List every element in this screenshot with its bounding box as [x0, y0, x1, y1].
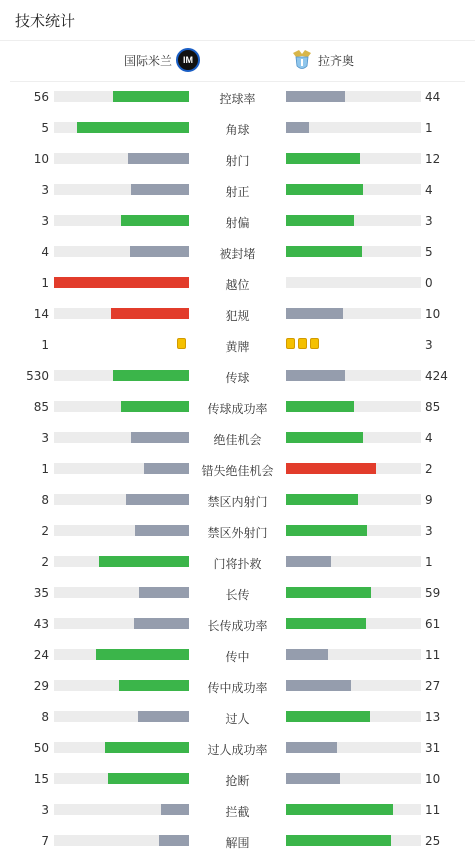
- lazio-logo-icon: [290, 48, 314, 72]
- home-bar-fill: [131, 184, 189, 195]
- away-bar-track: [286, 153, 421, 164]
- yellow-card-icon: [298, 338, 307, 349]
- away-stat-value: 4: [425, 183, 433, 197]
- stat-label: 传中成功率: [207, 681, 268, 695]
- home-bar-fill: [113, 370, 189, 381]
- away-bar-track: [286, 525, 421, 536]
- home-bar-fill: [128, 153, 189, 164]
- stat-row: [0, 704, 475, 735]
- home-stat-value: 10: [33, 152, 49, 166]
- home-bar-track: [54, 525, 189, 536]
- home-stat-value: 4: [41, 245, 49, 259]
- away-bar-fill: [286, 587, 371, 598]
- away-bar-fill: [286, 494, 358, 505]
- away-bar-fill: [286, 773, 340, 784]
- stat-row: [0, 518, 475, 549]
- home-bar-track: [54, 401, 189, 412]
- home-stat-value: 56: [33, 90, 49, 104]
- away-bar-track: [286, 432, 421, 443]
- home-stat-value: 8: [41, 710, 49, 724]
- away-bar-fill: [286, 649, 328, 660]
- stat-label: 抢断: [225, 774, 250, 788]
- away-bar-fill: [286, 246, 362, 257]
- stat-label: 拦截: [225, 805, 250, 819]
- away-bar-fill: [286, 804, 393, 815]
- home-bar-track: [54, 804, 189, 815]
- away-stat-value: 3: [425, 214, 433, 228]
- away-bar-track: [286, 122, 421, 133]
- stat-row: [0, 177, 475, 208]
- away-stat-value: 4: [425, 431, 433, 445]
- away-bar-track: [286, 277, 421, 288]
- away-stat-value: 31: [425, 741, 441, 755]
- away-bar-track: [286, 742, 421, 753]
- home-bar-fill: [135, 525, 189, 536]
- stat-row: [0, 115, 475, 146]
- away-bar-fill: [286, 122, 309, 133]
- home-bar-fill: [105, 742, 189, 753]
- away-bar-fill: [286, 401, 354, 412]
- home-bar-track: [54, 91, 189, 102]
- stat-label: 传球成功率: [207, 402, 268, 416]
- home-bar-fill: [139, 587, 189, 598]
- home-bar-fill: [126, 494, 189, 505]
- home-stat-value: 3: [41, 431, 49, 445]
- away-stat-value: 61: [425, 617, 441, 631]
- home-bar-fill: [144, 463, 189, 474]
- home-stat-value: 43: [33, 617, 49, 631]
- stat-row: [0, 208, 475, 239]
- home-stat-value: 7: [41, 834, 49, 848]
- home-bar-track: [54, 556, 189, 567]
- stat-row: [0, 549, 475, 580]
- away-stat-value: 1: [425, 555, 433, 569]
- away-stat-value: 1: [425, 121, 433, 135]
- home-yellow-cards: [177, 338, 186, 349]
- away-bar-fill: [286, 215, 354, 226]
- stat-row: [0, 611, 475, 642]
- stat-row: [0, 456, 475, 487]
- stat-label: 犯规: [225, 309, 250, 323]
- away-bar-fill: [286, 370, 345, 381]
- away-bar-track: [286, 556, 421, 567]
- stat-label: 传中: [225, 650, 250, 664]
- home-stat-value: 35: [33, 586, 49, 600]
- away-stat-value: 2: [425, 462, 433, 476]
- stat-label: 长传: [225, 588, 250, 602]
- stat-row: [0, 797, 475, 828]
- home-bar-fill: [134, 618, 189, 629]
- stat-row: [0, 146, 475, 177]
- home-bar-track: [54, 122, 189, 133]
- away-bar-fill: [286, 432, 363, 443]
- home-bar-fill: [130, 246, 189, 257]
- away-stat-value: 85: [425, 400, 441, 414]
- yellow-card-icon: [310, 338, 319, 349]
- home-bar-fill: [131, 432, 189, 443]
- stat-label: 门将扑救: [213, 557, 262, 571]
- home-bar-track: [54, 246, 189, 257]
- stat-label: 错失绝佳机会: [201, 464, 274, 478]
- away-bar-fill: [286, 153, 360, 164]
- away-team[interactable]: [290, 48, 354, 72]
- stat-row: [0, 642, 475, 673]
- home-bar-track: [54, 215, 189, 226]
- home-bar-fill: [159, 835, 189, 846]
- stat-row: [0, 301, 475, 332]
- stat-row: [0, 580, 475, 611]
- stat-label: 过人成功率: [207, 743, 268, 757]
- home-bar-track: [54, 711, 189, 722]
- home-bar-track: [54, 463, 189, 474]
- home-team[interactable]: [124, 48, 200, 72]
- away-stat-value: 5: [425, 245, 433, 259]
- stat-label: 长传成功率: [207, 619, 268, 633]
- away-bar-fill: [286, 835, 391, 846]
- stat-label: 角球: [225, 123, 250, 137]
- away-bar-fill: [286, 91, 345, 102]
- stat-row: [0, 828, 475, 859]
- away-bar-track: [286, 587, 421, 598]
- stat-row: [0, 425, 475, 456]
- home-stat-value: 2: [41, 555, 49, 569]
- away-stat-value: 44: [425, 90, 441, 104]
- away-bar-track: [286, 804, 421, 815]
- home-bar-track: [54, 773, 189, 784]
- home-bar-fill: [113, 91, 189, 102]
- stat-row: [0, 673, 475, 704]
- home-stat-value: 1: [41, 276, 49, 290]
- home-bar-fill: [54, 277, 189, 288]
- home-bar-track: [54, 649, 189, 660]
- home-stat-value: 530: [26, 369, 49, 383]
- away-stat-value: 27: [425, 679, 441, 693]
- home-bar-fill: [121, 215, 189, 226]
- stat-label: 射门: [225, 154, 250, 168]
- away-bar-fill: [286, 680, 351, 691]
- stat-label: 射正: [225, 185, 250, 199]
- teams-header: [10, 41, 465, 82]
- home-bar-track: [54, 277, 189, 288]
- away-bar-fill: [286, 618, 366, 629]
- away-bar-track: [286, 618, 421, 629]
- home-bar-fill: [138, 711, 189, 722]
- home-stat-value: 50: [33, 741, 49, 755]
- home-bar-fill: [119, 680, 189, 691]
- home-bar-track: [54, 153, 189, 164]
- home-bar-track: [54, 618, 189, 629]
- home-bar-fill: [99, 556, 189, 567]
- away-bar-track: [286, 649, 421, 660]
- home-stat-value: 3: [41, 803, 49, 817]
- home-bar-fill: [121, 401, 189, 412]
- away-stat-value: 0: [425, 276, 433, 290]
- away-bar-track: [286, 370, 421, 381]
- home-stat-value: 14: [33, 307, 49, 321]
- away-stat-value: 424: [425, 369, 448, 383]
- home-bar-track: [54, 432, 189, 443]
- stat-label: 绝佳机会: [213, 433, 262, 447]
- home-stat-value: 29: [33, 679, 49, 693]
- yellow-card-icon: [177, 338, 186, 349]
- away-stat-value: 10: [425, 772, 441, 786]
- away-bar-track: [286, 246, 421, 257]
- home-stat-value: 8: [41, 493, 49, 507]
- home-bar-fill: [77, 122, 189, 133]
- stat-label: 传球: [225, 371, 250, 385]
- away-stat-value: 13: [425, 710, 441, 724]
- away-bar-track: [286, 773, 421, 784]
- away-stat-value: 11: [425, 648, 441, 662]
- stat-label: 控球率: [219, 92, 256, 106]
- away-yellow-cards: [286, 338, 319, 349]
- away-stat-value: 59: [425, 586, 441, 600]
- away-bar-fill: [286, 184, 363, 195]
- stat-row: [0, 363, 475, 394]
- home-bar-track: [54, 835, 189, 846]
- stat-row: [0, 270, 475, 301]
- away-bar-track: [286, 308, 421, 319]
- away-bar-fill: [286, 711, 370, 722]
- home-stat-value: 3: [41, 183, 49, 197]
- away-stat-value: 3: [425, 524, 433, 538]
- home-bar-fill: [161, 804, 189, 815]
- home-bar-fill: [96, 649, 189, 660]
- stat-label: 禁区外射门: [207, 526, 268, 540]
- away-bar-fill: [286, 463, 376, 474]
- stat-row: [0, 84, 475, 115]
- home-bar-track: [54, 370, 189, 381]
- away-stat-value: 11: [425, 803, 441, 817]
- home-stat-value: 5: [41, 121, 49, 135]
- stat-label: 射偏: [225, 216, 250, 230]
- away-bar-track: [286, 91, 421, 102]
- home-bar-track: [54, 680, 189, 691]
- section-header: [0, 0, 475, 41]
- home-stat-value: 1: [41, 462, 49, 476]
- away-bar-track: [286, 401, 421, 412]
- home-bar-track: [54, 184, 189, 195]
- away-team-name: 拉齐奥: [318, 53, 355, 68]
- stat-label: 解围: [225, 836, 250, 850]
- yellow-card-icon: [286, 338, 295, 349]
- home-stat-value: 1: [41, 338, 49, 352]
- home-bar-fill: [111, 308, 189, 319]
- home-bar-track: [54, 587, 189, 598]
- home-stat-value: 15: [33, 772, 49, 786]
- home-stat-value: 24: [33, 648, 49, 662]
- stat-label: 被封堵: [219, 247, 256, 261]
- away-stat-value: 25: [425, 834, 441, 848]
- away-bar-fill: [286, 556, 331, 567]
- away-bar-track: [286, 680, 421, 691]
- stat-label: 黄牌: [225, 340, 250, 354]
- stat-label: 过人: [225, 712, 250, 726]
- home-team-name: 国际米兰: [123, 53, 172, 68]
- stat-row: [0, 487, 475, 518]
- stat-row: [0, 332, 475, 363]
- stat-row: [0, 394, 475, 425]
- stat-label: 越位: [225, 278, 250, 292]
- away-bar-fill: [286, 742, 337, 753]
- stat-row: [0, 766, 475, 797]
- stat-row: [0, 239, 475, 270]
- home-stat-value: 2: [41, 524, 49, 538]
- away-bar-track: [286, 184, 421, 195]
- inter-logo-icon: IM: [176, 48, 200, 72]
- away-bar-track: [286, 463, 421, 474]
- away-bar-track: [286, 835, 421, 846]
- home-bar-track: [54, 308, 189, 319]
- away-bar-fill: [286, 308, 343, 319]
- home-bar-fill: [108, 773, 189, 784]
- section-title: 技术统计: [15, 12, 76, 30]
- away-bar-track: [286, 494, 421, 505]
- home-bar-track: [54, 742, 189, 753]
- away-bar-track: [286, 215, 421, 226]
- away-bar-track: [286, 711, 421, 722]
- away-stat-value: 10: [425, 307, 441, 321]
- stat-row: [0, 735, 475, 766]
- home-stat-value: 85: [33, 400, 49, 414]
- away-stat-value: 12: [425, 152, 441, 166]
- away-bar-fill: [286, 525, 367, 536]
- away-stat-value: 9: [425, 493, 433, 507]
- home-bar-track: [54, 494, 189, 505]
- stat-label: 禁区内射门: [207, 495, 268, 509]
- away-stat-value: 3: [425, 338, 433, 352]
- home-stat-value: 3: [41, 214, 49, 228]
